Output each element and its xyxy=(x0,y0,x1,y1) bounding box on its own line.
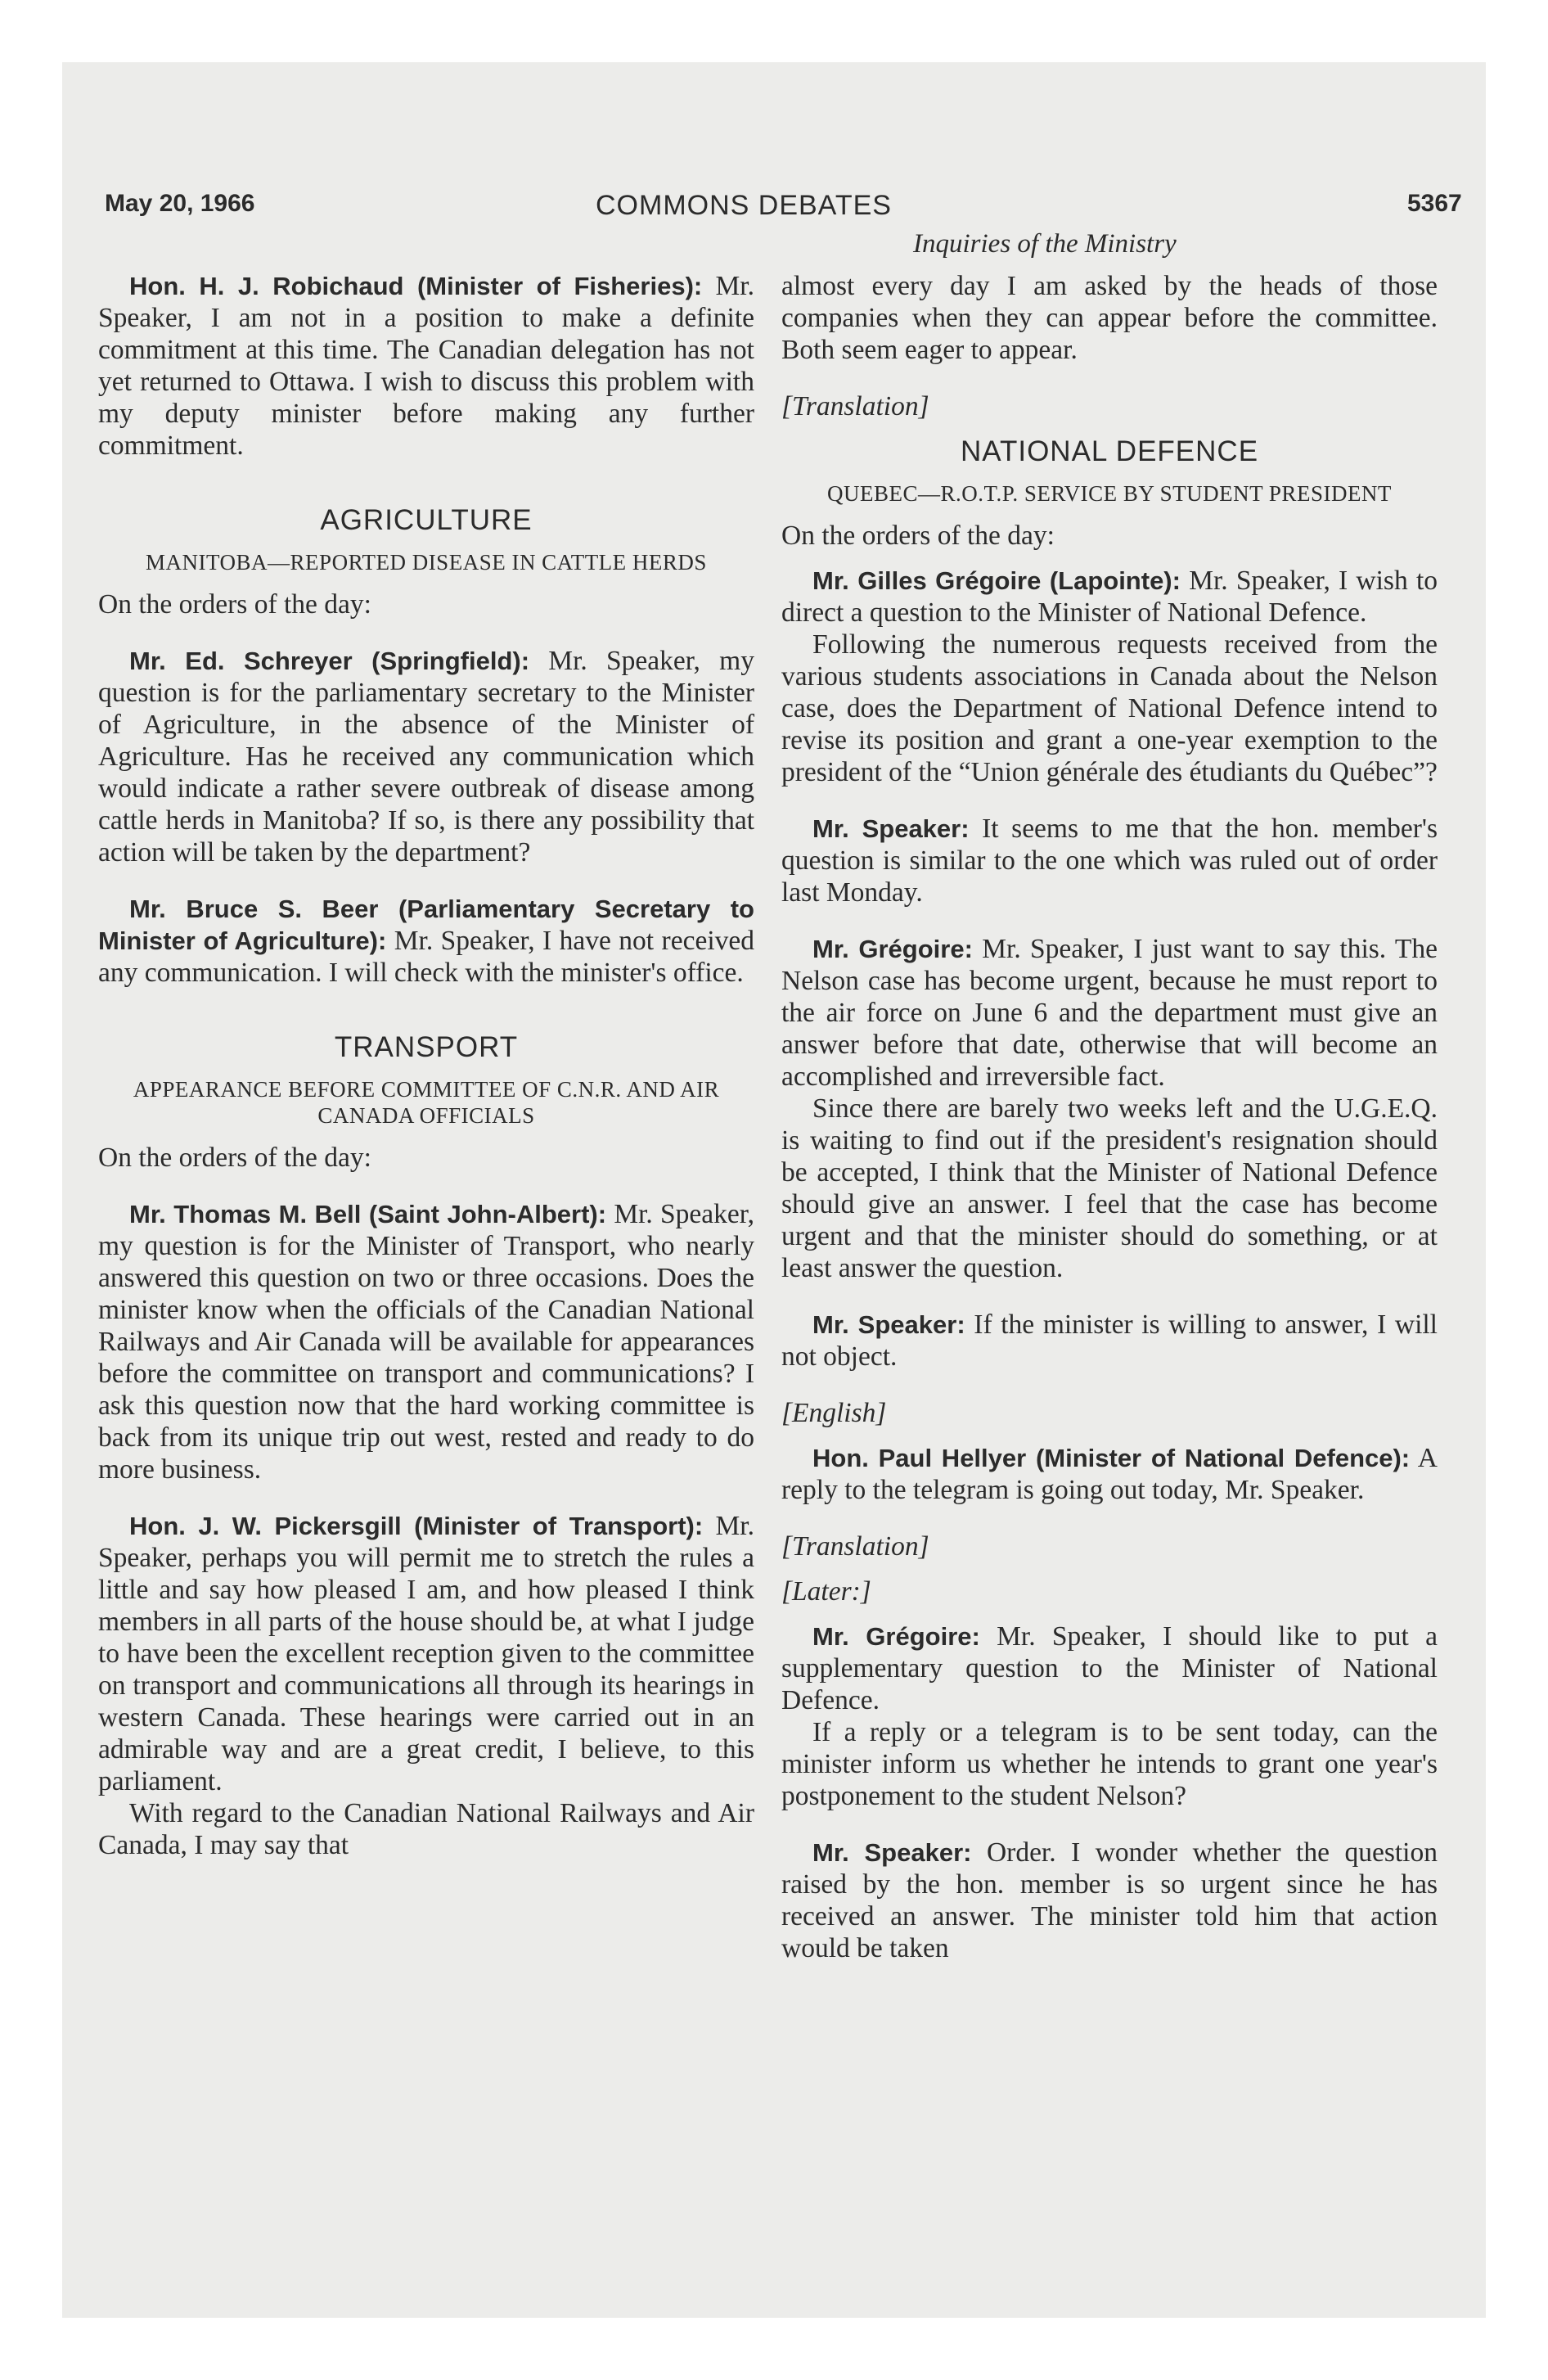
paragraph xyxy=(98,1510,754,1797)
paragraph: If a reply or a telegram is to be sent today, can the minister inform us whether he intends to grant one year's postponement to the student Nelson? xyxy=(781,1717,1438,1811)
paragraph: almost every day I am asked by the heads of those companies when they can appear before the committee. Both seem eager to appear. xyxy=(781,271,1438,365)
subheading: APPEARANCE BEFORE COMMITTEE OF C.N.R. AND AIR CANADA OFFICIALS xyxy=(133,1077,720,1128)
left-column xyxy=(98,270,754,1861)
paragraph-text: Mr. Speaker, my question is for the parliamentary secretary to the Minister of Agriculture, in the absence of the Minister of Agriculture. Has he received any communication which would indicate a rather severe outbreak of disease among cattle herds in Manitoba? If so, is there any possibility that action will be taken by the department? xyxy=(98,646,754,868)
speaker-name: Hon. H. J. Robichaud (Minister of Fisheries): xyxy=(129,272,703,300)
speaker-name: Mr. Bruce S. Beer (Parliamentary Secretary to Minister of Agriculture): xyxy=(98,895,754,955)
paragraph: Following the numerous requests received from the various students associations in Canada about the Nelson case, does the Department of National Defence intend to revise its position and grant a one-year exemption to the president of the “Union générale des étudiants du Québec”? xyxy=(781,629,1438,787)
header-title: COMMONS DEBATES xyxy=(596,190,892,221)
paragraph xyxy=(98,645,754,868)
section-heading-agriculture: AGRICULTURE xyxy=(320,504,533,536)
paragraph-text: A reply to the telegram is going out today, Mr. Speaker. xyxy=(781,1443,1438,1505)
paragraph xyxy=(781,565,1438,629)
paragraph-text: Mr. Speaker, I should like to put a supplementary question to the Minister of National Defence. xyxy=(781,1621,1438,1715)
speaker-name: Hon. J. W. Pickersgill (Minister of Transport): xyxy=(129,1512,704,1540)
paragraph-text: Mr. Speaker, I just want to say this. The Nelson case has become urgent, because he must report to the air force on June 6 and the department must give an answer before that date, otherwise that will become an accomplished and irreversible fact. xyxy=(781,934,1438,1092)
paragraph xyxy=(98,270,754,462)
paragraph xyxy=(781,933,1438,1093)
speaker-name: Mr. Speaker: xyxy=(812,1310,965,1339)
speaker-name: Mr. Grégoire: xyxy=(812,1622,980,1651)
subheading: MANITOBA—REPORTED DISEASE IN CATTLE HERDS xyxy=(146,550,707,575)
english-marker: [English] xyxy=(781,1398,887,1428)
paragraph xyxy=(781,813,1438,908)
orders-of-day: On the orders of the day: xyxy=(781,521,1055,551)
paragraph xyxy=(98,1198,754,1485)
paragraph xyxy=(98,893,754,989)
paragraph xyxy=(781,1620,1438,1716)
paragraph-text: Mr. Speaker, I wish to direct a question to the Minister of National Defence. xyxy=(781,566,1438,628)
speaker-name: Mr. Ed. Schreyer (Springfield): xyxy=(129,647,530,675)
later-marker: [Later:] xyxy=(781,1576,871,1607)
speaker-name: Mr. Thomas M. Bell (Saint John-Albert): xyxy=(129,1200,607,1228)
paragraph-text: It seems to me that the hon. member's question is similar to the one which was ruled out of order last Monday. xyxy=(781,814,1438,908)
paragraph xyxy=(781,1442,1438,1506)
paragraph xyxy=(781,1837,1438,1964)
translation-marker: [Translation] xyxy=(781,1531,929,1562)
section-heading-transport: TRANSPORT xyxy=(334,1031,519,1063)
paragraph-text: If the minister is willing to answer, I will not object. xyxy=(781,1309,1438,1372)
orders-of-day: On the orders of the day: xyxy=(98,589,371,620)
orders-of-day: On the orders of the day: xyxy=(98,1143,371,1173)
header-date: May 20, 1966 xyxy=(105,190,255,217)
paragraph-text: Mr. Speaker, I have not received any communication. I will check with the minister's office. xyxy=(98,926,754,988)
paragraph-text: Mr. Speaker, I am not in a position to make a definite commitment at this time. The Canadian delegation has not yet returned to Ottawa. I wish to discuss this problem with my deputy minister before making any further commitment. xyxy=(98,271,754,461)
translation-marker: [Translation] xyxy=(781,391,929,421)
speaker-name: Mr. Speaker: xyxy=(812,814,970,843)
section-heading-national-defence: NATIONAL DEFENCE xyxy=(960,435,1259,467)
speaker-name: Mr. Gilles Grégoire (Lapointe): xyxy=(812,566,1181,595)
paragraph xyxy=(781,1309,1438,1373)
subheading: QUEBEC—R.O.T.P. SERVICE BY STUDENT PRESIDENT xyxy=(827,481,1392,506)
paragraph: With regard to the Canadian National Railways and Air Canada, I may say that xyxy=(98,1798,754,1860)
header-page-number: 5367 xyxy=(1407,190,1462,217)
right-column xyxy=(781,270,1438,1964)
paragraph-text: Order. I wonder whether the question raised by the hon. member is so urgent since he has received an answer. The minister told him that action would be taken xyxy=(781,1837,1438,1963)
header-subtitle: Inquiries of the Ministry xyxy=(913,229,1177,259)
speaker-name: Mr. Speaker: xyxy=(812,1838,972,1867)
paragraph: Since there are barely two weeks left and the U.G.E.Q. is waiting to find out if the president's resignation should be accepted, I think that the Minister of National Defence should give an answer. I feel that the case has become urgent and that the minister should do something, or at least answer the question. xyxy=(781,1093,1438,1283)
page-header xyxy=(0,0,1548,259)
speaker-name: Mr. Grégoire: xyxy=(812,935,973,963)
paragraph-text: Mr. Speaker, perhaps you will permit me to stretch the rules a little and say how pleased I am, and how pleased I think members in all parts of the house should be, at what I judge to have been the excellent reception given to the committee on transport and communications all through its hearings in western Canada. These hearings were carried out in an admirable way and are a great credit, I believe, to this parliament. xyxy=(98,1511,754,1796)
speaker-name: Hon. Paul Hellyer (Minister of National Defence): xyxy=(812,1444,1411,1472)
paragraph-text: Mr. Speaker, my question is for the Minister of Transport, who nearly answered this question on two or three occasions. Does the minister know when the officials of the Canadian National Railways and Air Canada will be available for appearances before the committee on transport and communications? I ask this question now that the hard working committee is back from its unique trip out west, rested and ready to do more business. xyxy=(98,1199,754,1485)
